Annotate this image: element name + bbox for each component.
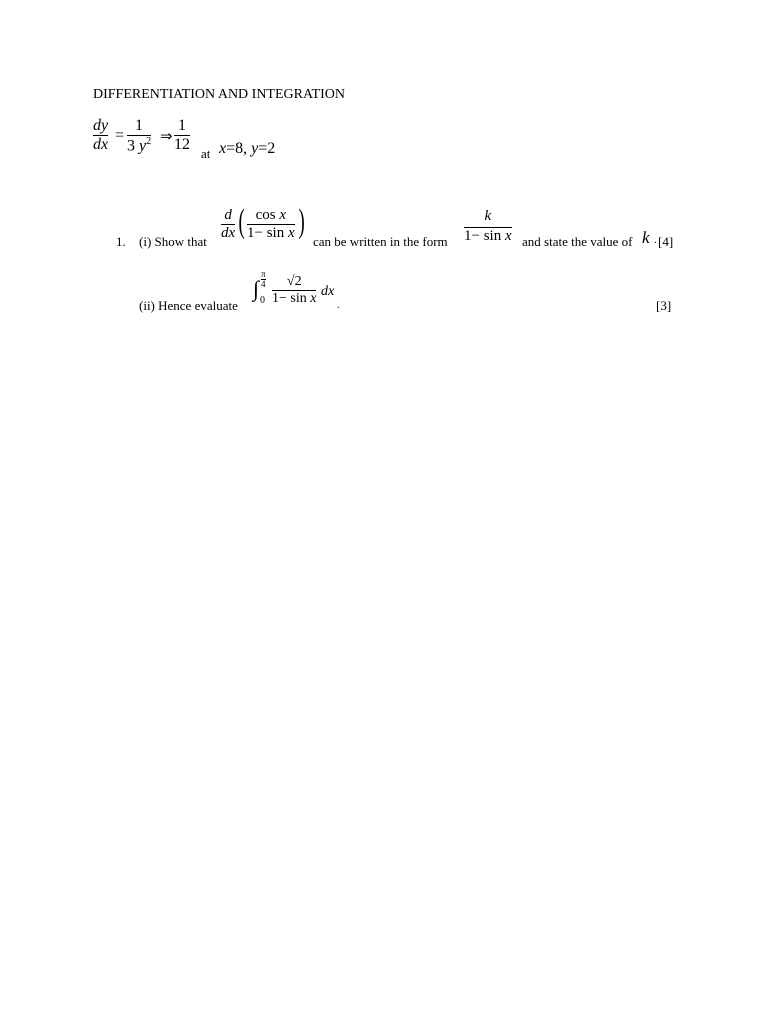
fraction-denominator: 1− sin x — [272, 291, 317, 306]
dy-numerator: dy — [93, 117, 109, 134]
condition-text: x=8, y=2 — [219, 140, 276, 157]
integral-sign: ∫ — [253, 276, 260, 301]
fraction-numerator: 1 — [178, 117, 186, 134]
part-i-end-text: and state the value of — [522, 234, 633, 249]
part-i-label: (i) Show that — [139, 234, 207, 249]
fraction-numerator: √2 — [286, 274, 302, 289]
d-numerator: d — [224, 207, 232, 223]
at-word: at — [201, 146, 211, 161]
differential-dx: dx — [321, 284, 335, 299]
lower-limit: 0 — [260, 295, 265, 306]
part-i-marks: [4] — [658, 234, 674, 249]
fraction-denominator: 3 $y^2$ — [127, 136, 152, 155]
part-i-middle-text: can be written in the form — [313, 234, 448, 249]
one-over-twelve-fraction — [174, 117, 190, 154]
root2-over-one-minus-sin-fraction — [272, 274, 316, 307]
fraction-numerator: 1 — [135, 117, 144, 134]
upper-limit-denominator: 4 — [261, 279, 266, 289]
question-number: 1. — [116, 234, 126, 249]
dx-denominator: dx — [221, 225, 236, 241]
k-variable: k — [642, 228, 650, 247]
fraction-numerator: k — [484, 208, 492, 224]
page-heading: DIFFERENTIATION AND INTEGRATION — [93, 87, 345, 102]
end-dot: . — [654, 234, 657, 246]
fraction-denominator: 1− sin x — [464, 228, 512, 244]
k-over-one-minus-sin-fraction — [464, 208, 512, 245]
left-parenthesis: ( — [238, 203, 245, 240]
end-dot: . — [337, 300, 340, 311]
part-ii-marks: [3] — [656, 298, 672, 313]
cos-over-one-minus-sin-fraction — [247, 207, 295, 242]
upper-limit-numerator: π — [261, 269, 266, 279]
dx-denominator: dx — [93, 136, 109, 153]
upper-limit-fraction — [261, 270, 266, 289]
fraction-numerator: cos x — [255, 207, 287, 223]
implies-arrow: ⇒ — [160, 129, 173, 145]
fraction-denominator: 12 — [174, 136, 190, 153]
dy-dx-fraction — [93, 117, 108, 154]
one-over-3y2-fraction — [127, 117, 151, 155]
part-ii-label: (ii) Hence evaluate — [139, 298, 238, 313]
right-parenthesis: ) — [298, 203, 305, 240]
fraction-denominator: 1− sin x — [247, 225, 295, 241]
d-dx-operator — [221, 207, 235, 242]
equals-sign: = — [115, 127, 125, 144]
